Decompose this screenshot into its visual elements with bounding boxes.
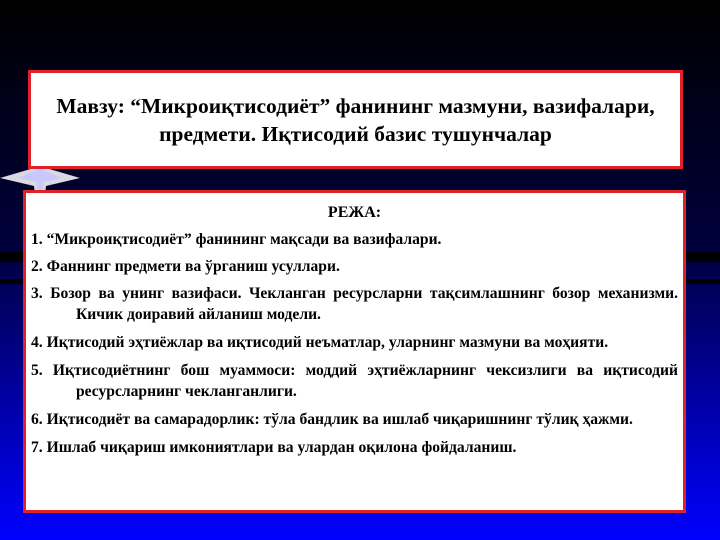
plan-item: 4. Иқтисодий эҳтиёжлар ва иқтисодий неъматлар, уларнинг мазмуни ва моҳияти.	[31, 334, 609, 351]
page-title: Мавзу: “Микроиқтисодиёт” фанининг мазмуни, вазифалари, предмети. Иқтисодий базис тушунчалар	[56, 93, 655, 146]
title-box	[28, 70, 683, 169]
plan-item: 3. Бозор ва унинг вазифаси. Чекланган ресурсларни тақсимлашнинг бозор механизми. Кичик доиравий айланиш модели.	[31, 285, 678, 323]
plan-item: 7. Ишлаб чиқариш имкониятлари ва улардан оқилона фойдаланиш.	[31, 439, 517, 456]
plan-item: 5. Иқтисодиётнинг бош муаммоси: моддий эҳтиёжларнинг чексизлиги ва иқтисодий ресурсларнинг чекланганлиги.	[31, 362, 678, 400]
plan-item: 1. “Микроиқтисодиёт” фанининг мақсади ва вазифалари.	[31, 231, 442, 248]
plan-heading: РЕЖА:	[327, 204, 382, 221]
plan-item: 6. Иқтисодиёт ва самарадорлик: тўла бандлик ва ишлаб чиқаришнинг тўлиқ ҳажми.	[31, 411, 633, 428]
plan-item: 2. Фаннинг предмети ва ўрганиш усуллари.	[31, 258, 340, 275]
plan-box	[23, 190, 686, 513]
